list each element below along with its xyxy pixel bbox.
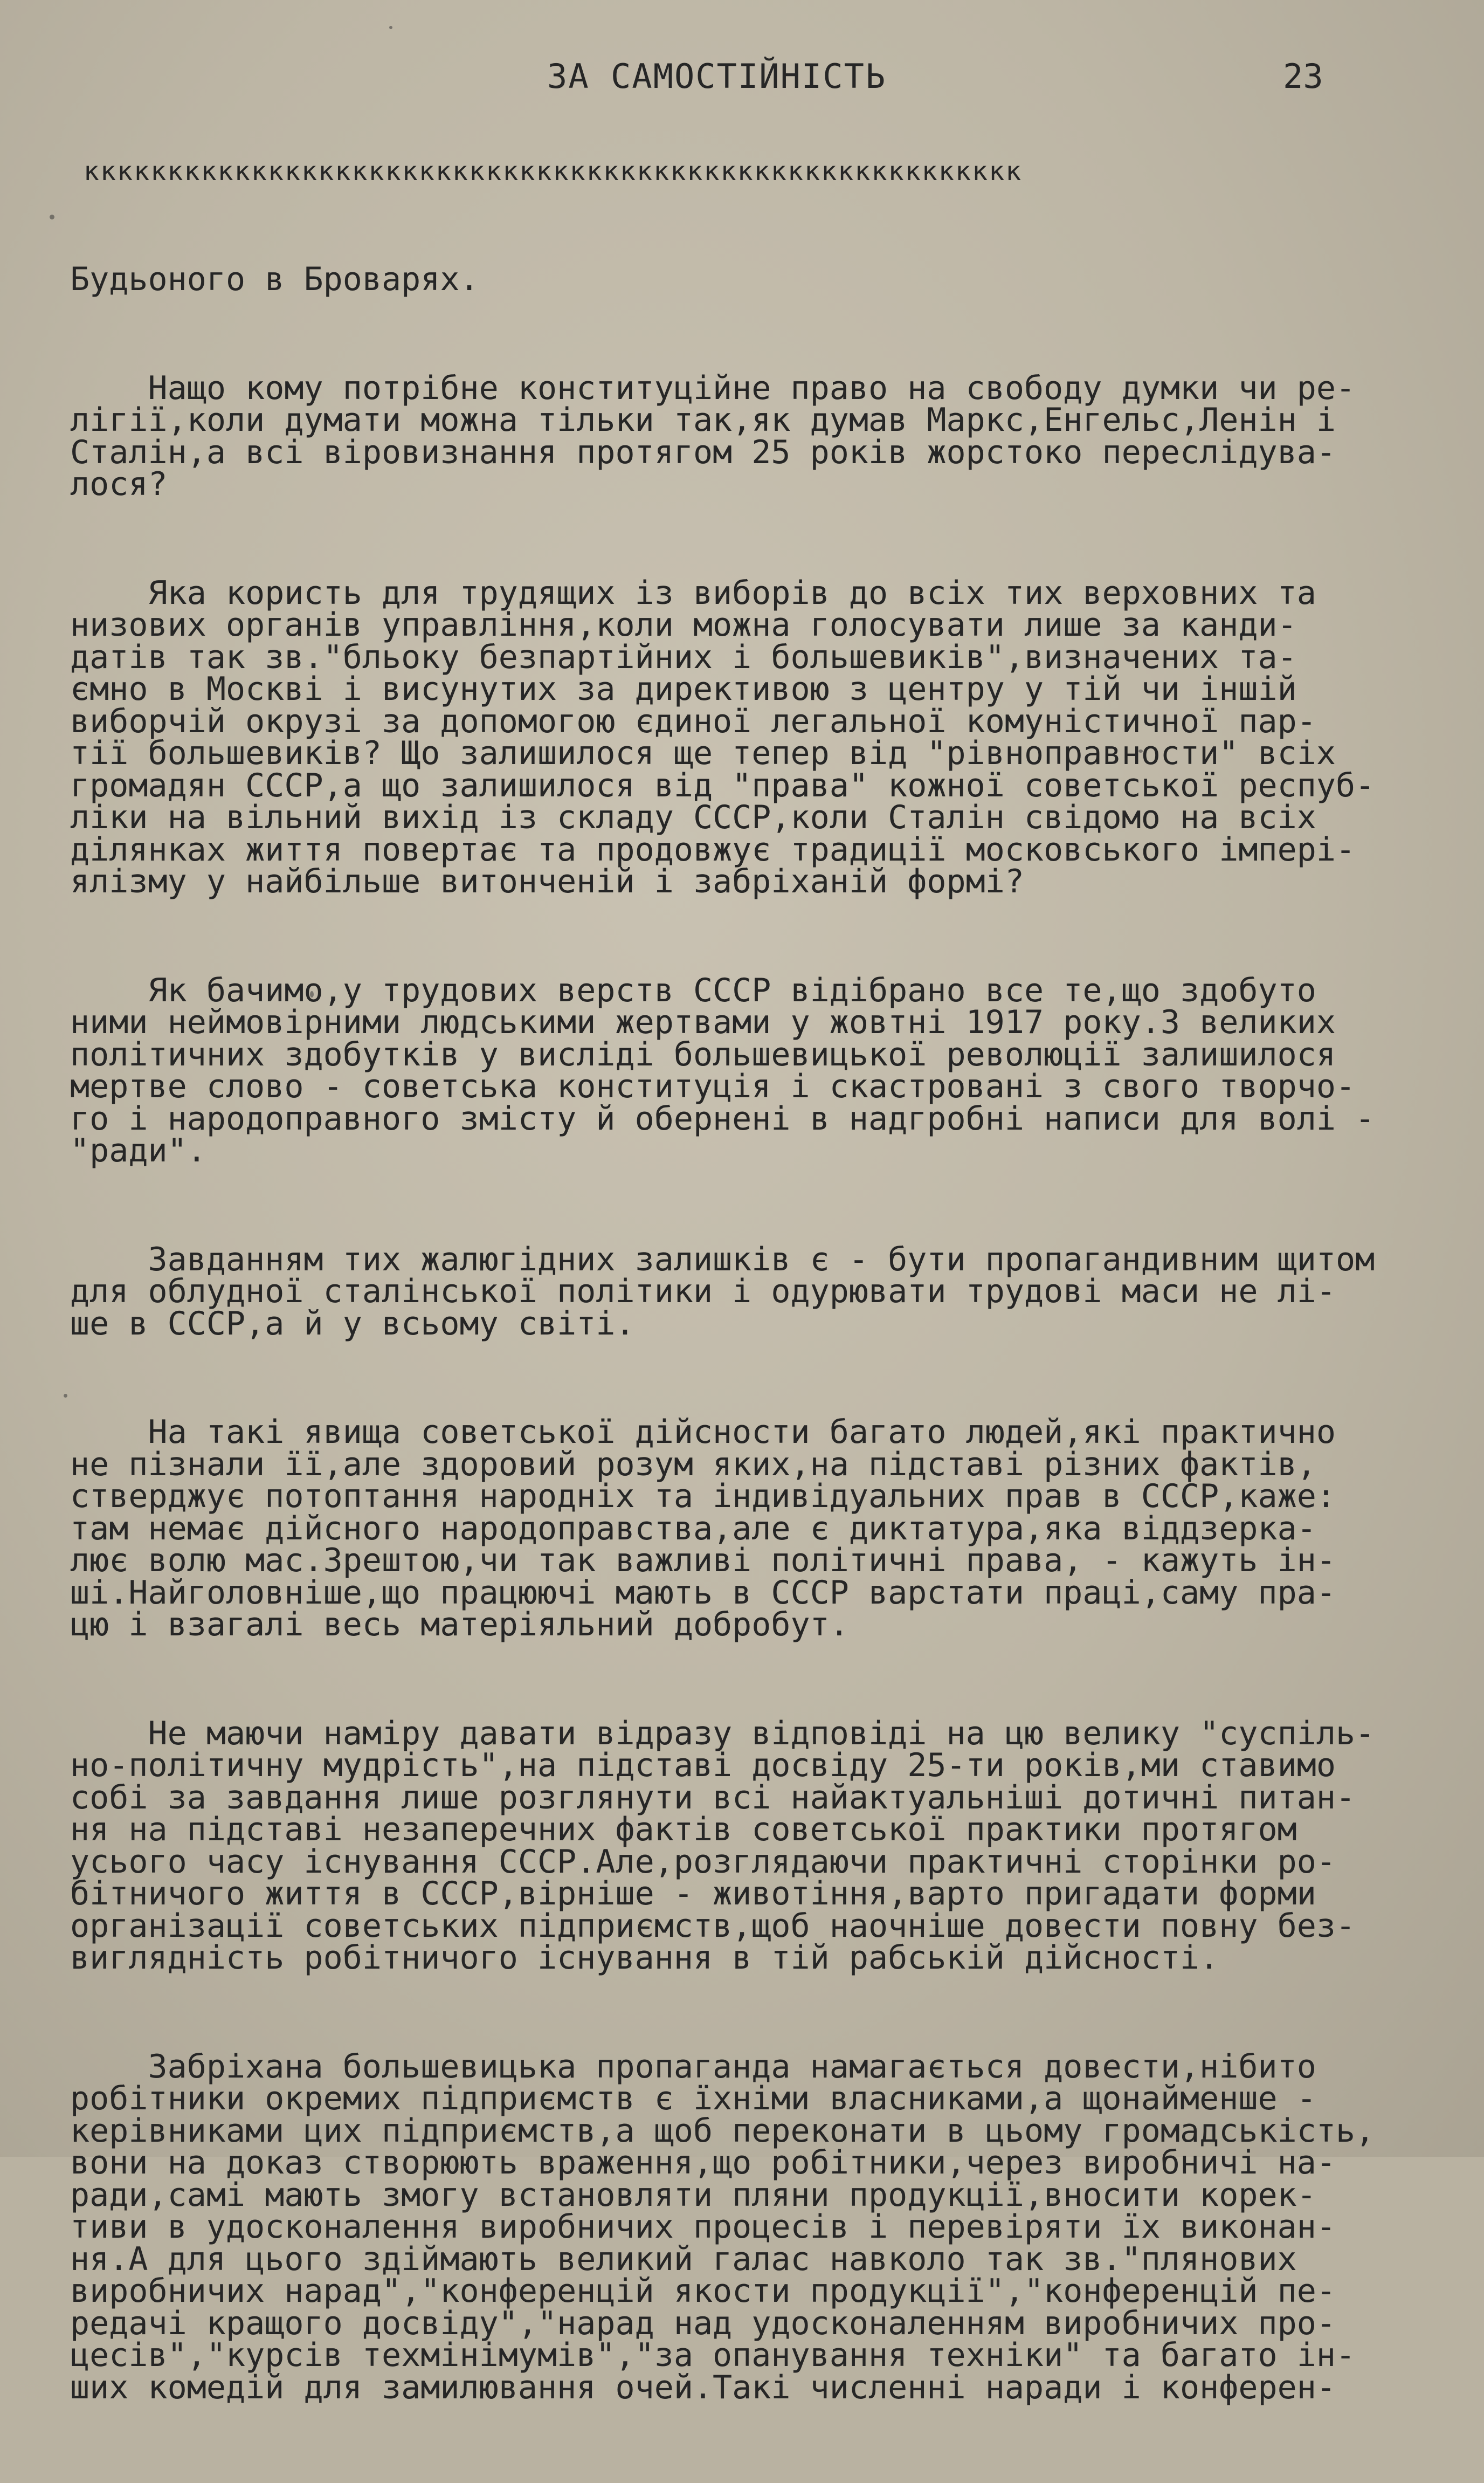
paragraph: Нащо кому потрібне конституційне право на свободу думки чи ре- лігії,коли думати можна тільки так,як думав Маркс,Енгельс,Ленін і Сталін,а всі віровизнання протягом 25 років жорстоко переслідува- лося? — [70, 369, 1356, 503]
paragraph: Не маючи наміру давати відразу відповіді на цю велику "суспіль- но-політичну мудрість",на підставі досвіду 25-ти років,ми ставимо собі за завдання лише розглянути всі найактуальніші дотичні питан- ня на підставі незаперечних фактів советської практики протягом усього часу існування СССР.Але,розглядаючи практичні сторінки ро- бітничого життя в СССР,вірніше - животіння,варто пригадати форми організації советських підприємств,щоб наочніше довести повну без- виглядність робітничого існування в тій рабській дійсності. — [70, 1714, 1375, 1977]
ink-speck — [64, 1394, 67, 1398]
body-text — [70, 200, 1434, 2480]
paragraph: На такі явища советської дійсности багато людей,які практично не пізнали її,але здоровий розум яких,на підставі різних фактів, стверджує потоптання народніх та індивідуальних прав в СССР,каже: там немає дійсного народоправства,але є диктатура,яка віддзерка- лює волю мас.Зрештою,чи так важливі політичні права, - кажуть ін- ші.Найголовніше,що працюючі мають в СССР варстати праці,саму пра- цю і взагалі весь матеріяльний добробут. — [70, 1413, 1336, 1643]
ink-speck — [50, 215, 54, 219]
header-rule: кккккккккккккккккккккккккккккккккккккккккккккккккккккккк — [84, 156, 1023, 187]
paragraph: Будьоного в Броварях. — [70, 260, 479, 298]
paragraph: Як бачимо,у трудових верств СССР відібрано все те,що здобуто ними неймовірними людськими жертвами у жовтні 1917 року.З великих політичних здобутків у висліді большевицької революції залишилося мертве слово - советська конституція і скастровані з свого творчо- го і народоправного змісту й обернені в надгробні написи для волі - "ради". — [70, 971, 1375, 1170]
paragraph: Яка користь для трудящих із виборів до всіх тих верховних та низових органів управління,коли можна голосувати лише за канди- датів так зв."бльоку безпартійних і большевиків",визначених та- ємно в Москві і висунутих за директивою з центру у тій чи іншій виборчій окрузі за допомогою єдиної легальної комуністичної пар- тії большевиків? Що залишилося ще тепер від "рівноправности" всіх громадян СССР,а що залишилося від "права" кожної советської респуб- ліки на вільний вихід із складу СССР,коли Сталін свідомо на всіх ділянках життя повертає та продовжує традиції московського імпері- ялізму у найбільше витонченій і забріханій формі? — [70, 574, 1375, 900]
ink-speck — [389, 26, 392, 29]
paragraph: Забріхана большевицька пропаганда намагається довести,нібито робітники окремих підприємств є їхніми власниками,а щонайменше - керівниками цих підприємств,а щоб переконати в цьому громадськість, вони на доказ створюють враження,що робітники,через виробничі на- ради,самі мають змогу встановляти пляни продукції,вносити корек- тиви в удосконалення виробничих процесів і перевіряти їх виконан- ня.А для цього здіймають великий галас навколо так зв."плянових виробничих нарад","конференцій якости продукції","конференцій пе- редачі кращого досвіду","нарад над удосконаленням виробничих про- цесів","курсів техмінімумів","за опанування техніки" та багато ін- ших комедій для замилювання очей.Такі численні наради і конферен- — [70, 2047, 1375, 2406]
page-header — [0, 57, 1484, 187]
paragraph: Завданням тих жалюгідних залишків є - бути пропагандивним щитом для облудної сталінської політики і одурювати трудові маси не лі- ше в СССР,а й у всьому світі. — [70, 1240, 1375, 1343]
journal-title: ЗА САМОСТІЙНІСТЬ — [547, 57, 887, 96]
page-number: 23 — [1283, 57, 1323, 96]
